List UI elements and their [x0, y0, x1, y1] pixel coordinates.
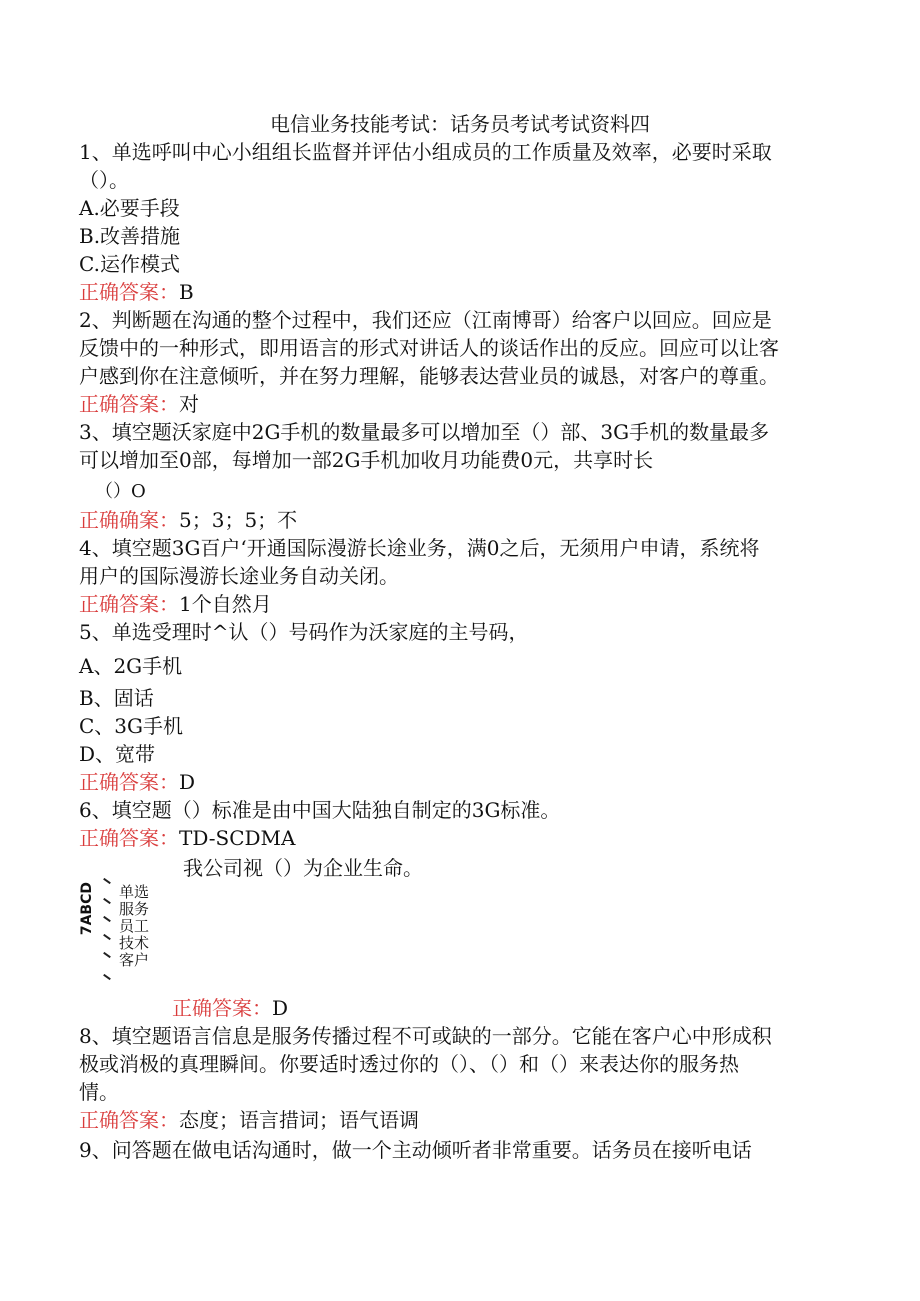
q5-option-a: A、2G手机 [79, 654, 183, 678]
q7-option: 客户 [119, 951, 150, 969]
answer-label: 正确答案： [79, 826, 179, 850]
q2-line-3: 户感到你在注意倾听，并在努力理解，能够表达营业员的诚恳，对客户的尊重。 [79, 364, 779, 388]
answer-label: 正确答案： [79, 280, 179, 304]
answer-value: 1个自然月 [179, 592, 272, 616]
q5-line-1: 5、单选受理时^认（）号码作为沃家庭的主号码， [79, 620, 529, 644]
q1-line-1: 1、单选呼叫中心小组组长监督并评估小组成员的工作质量及效率，必要时采取 [79, 140, 772, 164]
answer-label: 正确答案： [79, 592, 179, 616]
q5-option-b: B、固话 [79, 686, 154, 710]
q1-line-2: （）。 [79, 168, 129, 192]
q7-answer [172, 994, 288, 1022]
page-title: 电信业务技能考试：话务员考试考试资料四 [270, 112, 650, 136]
answer-value: TD-SCDMA [179, 826, 296, 850]
q5-option-c: C、3G手机 [79, 714, 184, 738]
q7-option: 员工 [119, 917, 150, 935]
answer-label: 正确答案： [79, 392, 179, 416]
q8-line-1: 8、填空题语言信息是服务传播过程不可或缺的一部分。它能在客户心中形成积 [79, 1024, 772, 1048]
q9-line-1: 9、问答题在做电话沟通时，做一个主动倾听者非常重要。话务员在接听电话 [79, 1138, 752, 1162]
answer-label: 正确答案： [79, 770, 179, 794]
answer-value: 5；3；5；不 [179, 508, 298, 532]
answer-value: B [179, 280, 194, 304]
dash-mark [103, 898, 111, 904]
answer-label: 正确答案： [172, 996, 272, 1020]
q6-line-1: 6、填空题（）标准是由中国大陆独自制定的3G标准。 [79, 798, 561, 822]
q7-option: 服务 [119, 900, 150, 918]
answer-value: 对 [179, 392, 199, 416]
answer-value: D [272, 996, 289, 1020]
q7-option-block [79, 880, 199, 990]
dash-mark [103, 974, 111, 980]
q7-question: 我公司视（）为企业生命。 [183, 856, 423, 880]
q5-option-d: D、宽带 [79, 742, 156, 766]
answer-value: D [179, 770, 196, 794]
q7-number-column: 7ABCD [79, 882, 95, 936]
q3-line-3: （）O [95, 481, 146, 502]
dash-mark [103, 934, 111, 940]
q4-line-1: 4、填空题3G百户‘开通国际漫游长途业务，满0之后，无须用户申请，系统将 [79, 536, 760, 560]
dash-mark [103, 878, 111, 884]
q1-option-c: C.运作模式 [79, 252, 180, 276]
q1-option-b: B.改善措施 [79, 224, 181, 248]
dash-mark [103, 916, 111, 922]
q1-option-a: A.必要手段 [79, 196, 180, 220]
answer-label: 正确答案： [79, 1108, 179, 1132]
q2-line-1: 2、判断题在沟通的整个过程中，我们还应（江南博哥）给客户以回应。回应是 [79, 308, 772, 332]
q8-answer [79, 1106, 419, 1134]
q8-line-3: 情。 [79, 1080, 119, 1104]
q3-line-1: 3、填空题沃家庭中2G手机的数量最多可以增加至（）部、3G手机的数量最多 [79, 420, 770, 444]
dash-mark [103, 952, 111, 958]
answer-label: 正确确案： [79, 508, 179, 532]
q7-options [119, 884, 149, 969]
q2-answer [79, 390, 199, 418]
q1-answer [79, 278, 194, 306]
q5-answer [79, 768, 195, 796]
q6-answer [79, 824, 295, 852]
q2-line-2: 反馈中的一种形式，即用语言的形式对讲话人的谈话作出的反应。回应可以让客 [79, 336, 779, 360]
answer-value: 态度；语言措词；语气语调 [179, 1108, 419, 1132]
q7-option: 技术 [119, 934, 150, 952]
q3-answer [79, 506, 297, 534]
q7-option: 单选 [119, 883, 150, 901]
q3-line-2: 可以增加至0部，每增加一部2G手机加收月功能费0元，共享时长 [79, 448, 654, 472]
q8-line-2: 极或消极的真理瞬间。你要适时透过你的（）、（）和（）来表达你的服务热 [79, 1052, 739, 1076]
q4-line-2: 用户的国际漫游长途业务自动关闭。 [79, 564, 399, 588]
q4-answer [79, 590, 272, 618]
